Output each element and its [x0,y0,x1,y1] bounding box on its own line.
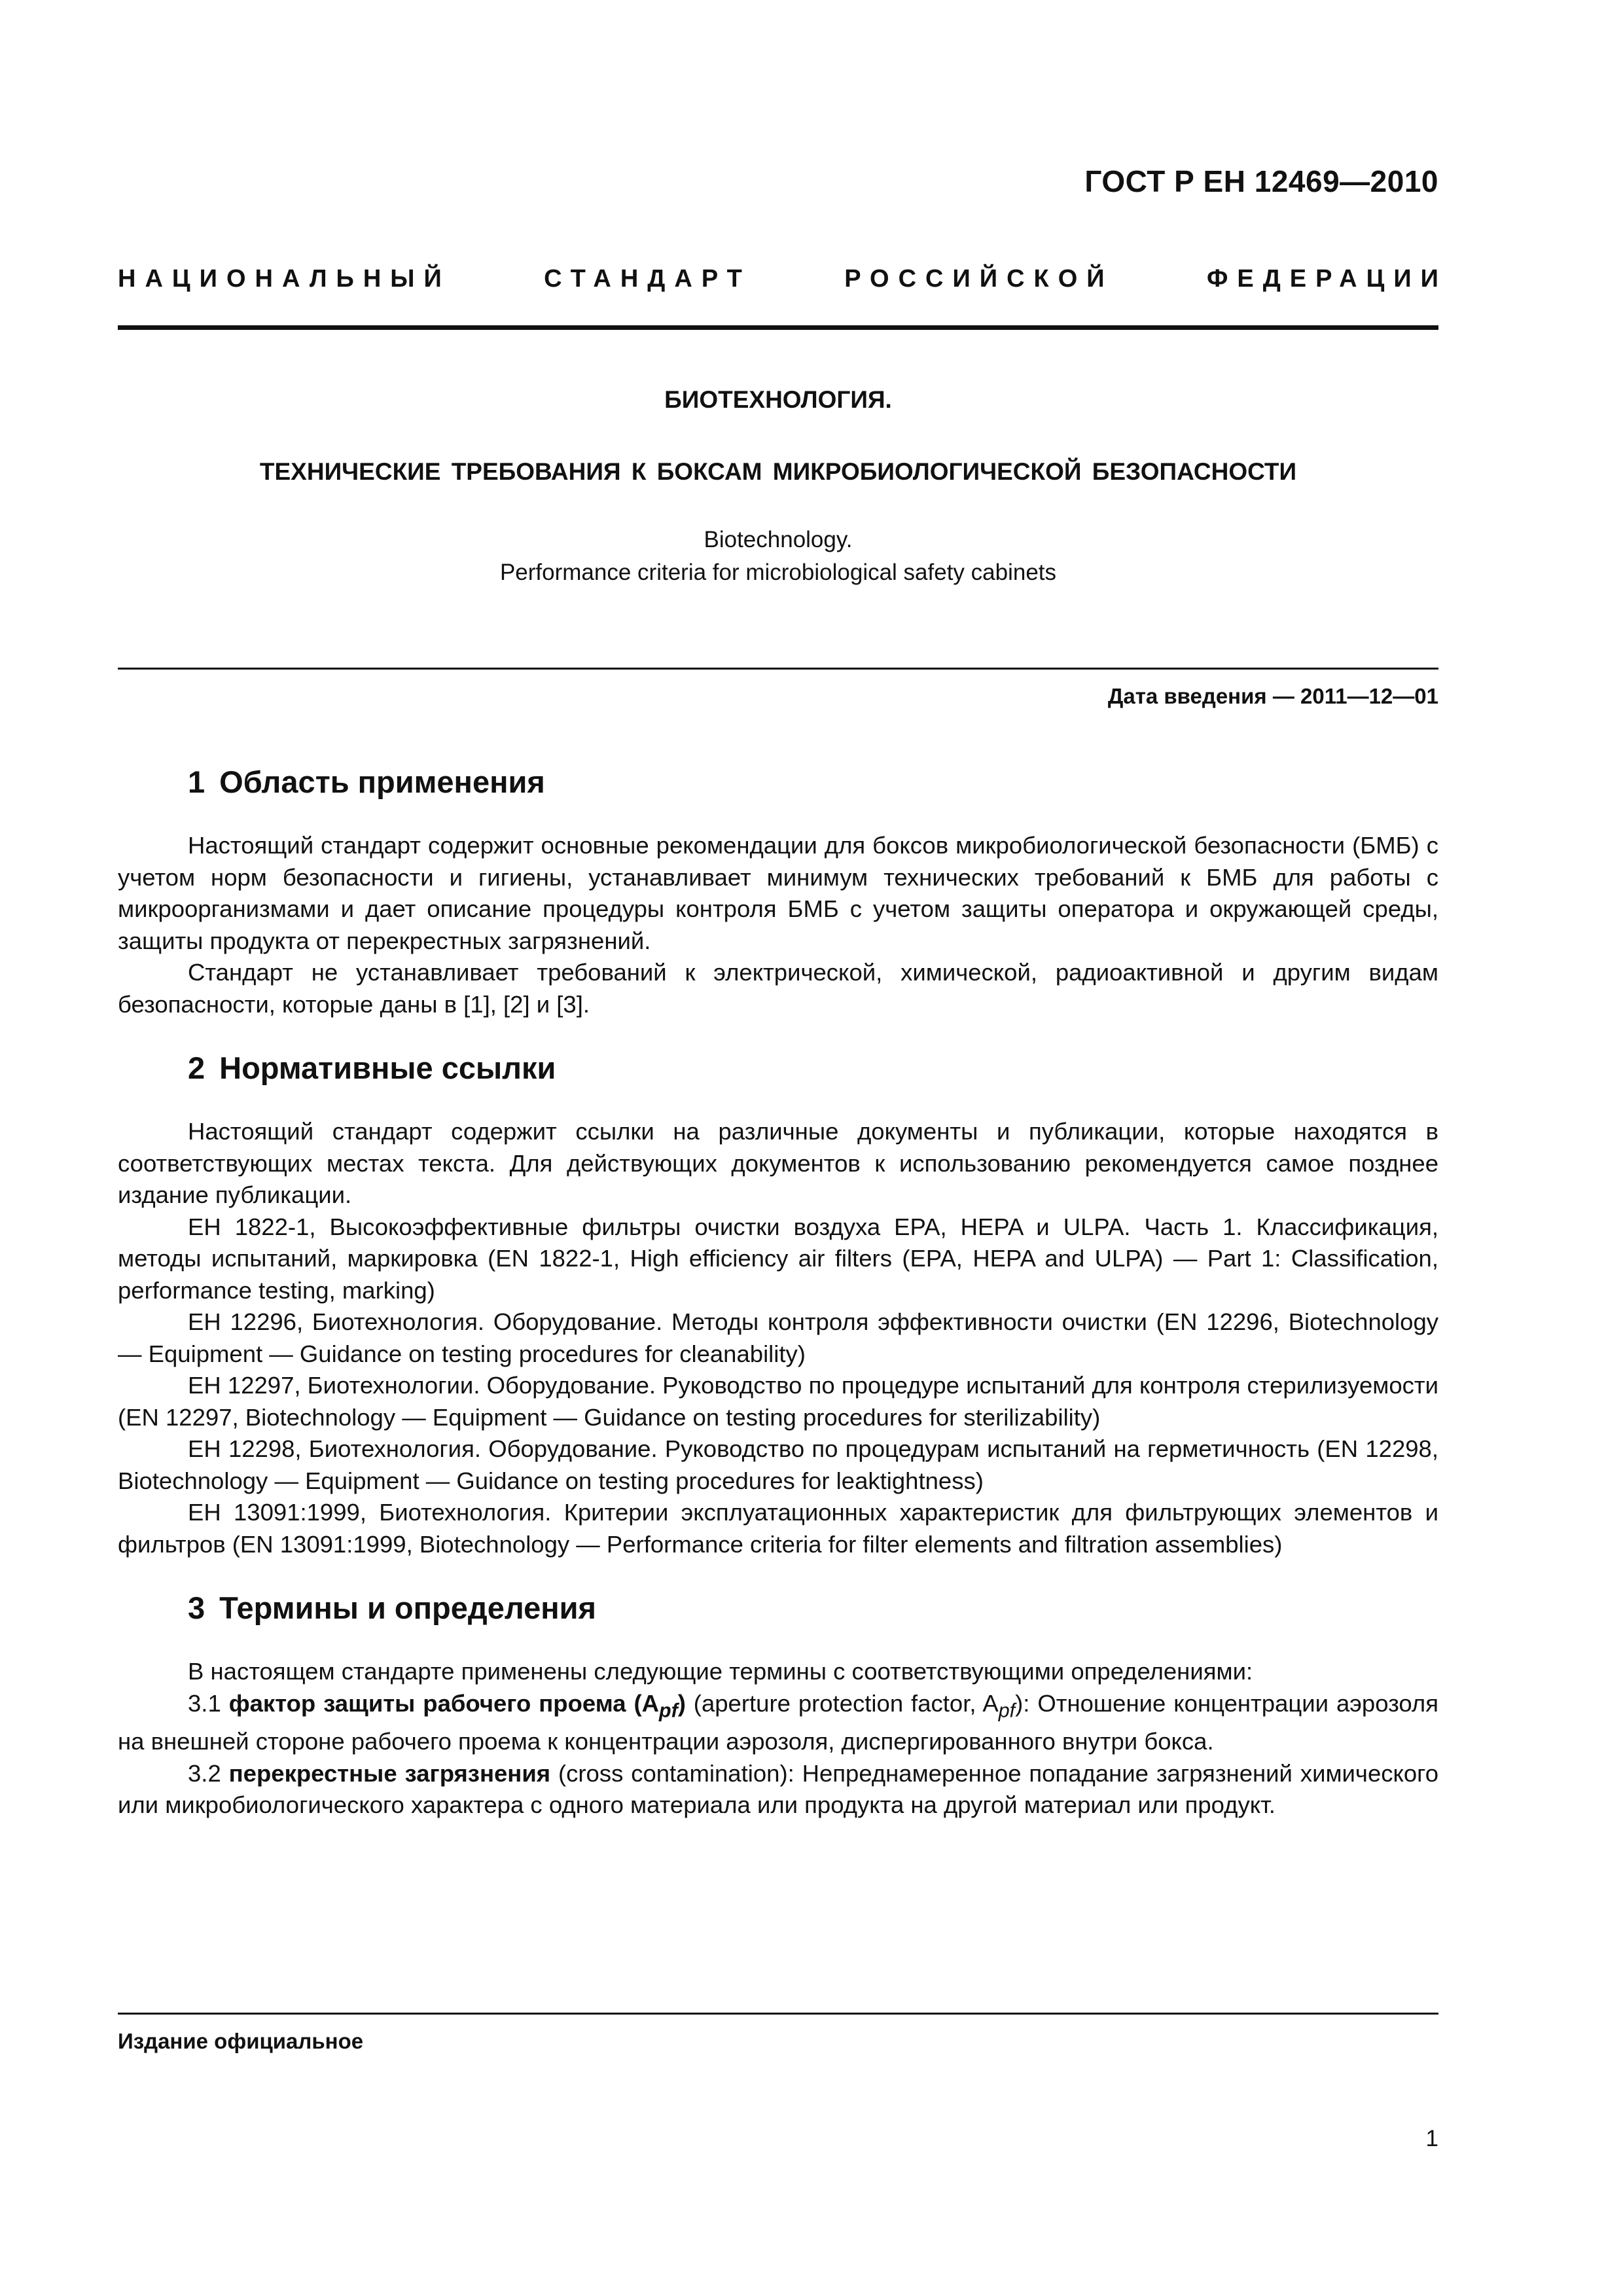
national-standard-banner [118,265,1448,293]
section-heading: 1 Область применения [188,764,545,799]
document-code: ГОСТ Р ЕН 12469—2010 [1084,164,1438,198]
reference-item: ЕН 12297, Биотехнологии. Оборудование. Руководство по процедуре испытаний для контроля стерилизуемости (EN 12297, Biotechnology — Equipment — Guidance on testing procedures for sterilizability) [118,1372,1438,1431]
term-definition: 3.2 перекрестные загрязнения (cross contamination): Непреднамеренное попадание загрязнений химического или микробиологического характера с одного материала или продукта на другой материал или продукт. [118,1759,1438,1819]
banner-word: НАЦИОНАЛЬНЫЙ [118,265,451,293]
section-scope [118,759,1438,1020]
title-divider [118,668,1438,670]
section-terms [118,1585,1438,1821]
paragraph: В настоящем стандарте применены следующие термины с соответствующими определениями: [188,1658,1253,1685]
page-number: 1 [1425,2126,1438,2151]
reference-item: ЕН 1822-1, Высокоэффективные фильтры очистки воздуха EPA, HEPA и ULPA. Часть 1. Классификация, методы испытаний, маркировка (EN 1822-1, High efficiency air filters (EPA, HEPA and ULPA) — Part 1: Classification, performance testing, marking) [118,1213,1438,1304]
paragraph: Настоящий стандарт содержит основные рекомендации для боксов микробиологической безопасности (БМБ) с учетом норм безопасности и гигиены, устанавливает минимум технических требований к БМБ для работы с микроорганизмами и дает описание процедуры контроля БМБ с учетом защиты оператора и окружающей среды, защиты продукта от перекрестных загрязнений. [118,832,1438,954]
paragraph: Стандарт не устанавливает требований к электрической, химической, радиоактивной и другим видам безопасности, которые даны в [1], [2] и [3]. [118,959,1438,1018]
banner-word: ФЕДЕРАЦИИ [1206,265,1448,293]
paragraph: Настоящий стандарт содержит ссылки на различные документы и публикации, которые находятся в соответствующих местах текста. Для действующих документов к использованию рекомендуется самое позднее издание публикации. [118,1118,1438,1208]
title-en [118,524,1438,589]
title-ru-line1: БИОТЕХНОЛОГИЯ. [664,386,892,413]
banner-word: СТАНДАРТ [544,265,751,293]
document-body [118,759,1438,1846]
section-heading: 3 Термины и определения [188,1590,596,1625]
title-en-line2: Performance criteria for microbiological safety cabinets [499,560,1057,585]
reference-item: ЕН 12296, Биотехнология. Оборудование. Методы контроля эффективности очистки (EN 12296, Biotechnology — Equipment — Guidance on testing procedures for cleanability) [118,1308,1438,1367]
header-divider [118,325,1438,330]
term-definition: 3.1 фактор защиты рабочего проема $(A_{pf})$ (aperture protection factor, $A_{pf}$): Отношение концентрации аэрозоля на внешней стороне рабочего проема к концентрации аэрозоля, диспергированного внутри бокса. [118,1689,1438,1755]
banner-word: РОССИЙСКОЙ [844,265,1114,293]
reference-item: ЕН 13091:1999, Биотехнология. Критерии эксплуатационных характеристик для фильтрующих элементов и фильтров (EN 13091:1999, Biotechnology — Performance criteria for filter elements and filtration assemblies) [118,1499,1438,1558]
title-ru-line2: ТЕХНИЧЕСКИЕ ТРЕБОВАНИЯ К БОКСАМ МИКРОБИОЛОГИЧЕСКОЙ БЕЗОПАСНОСТИ [259,458,1297,485]
introduction-date: Дата введения — 2011—12—01 [1107,684,1438,708]
section-normative-references [118,1045,1438,1560]
reference-item: ЕН 12298, Биотехнология. Оборудование. Руководство по процедурам испытаний на герметичность (EN 12298, Biotechnology — Equipment — Guidance on testing procedures for leaktightness) [118,1435,1438,1494]
footer-divider [118,2013,1438,2015]
edition-label: Издание официальное [118,2029,364,2053]
section-heading: 2 Нормативные ссылки [188,1050,556,1085]
title-en-line1: Biotechnology. [704,527,853,552]
